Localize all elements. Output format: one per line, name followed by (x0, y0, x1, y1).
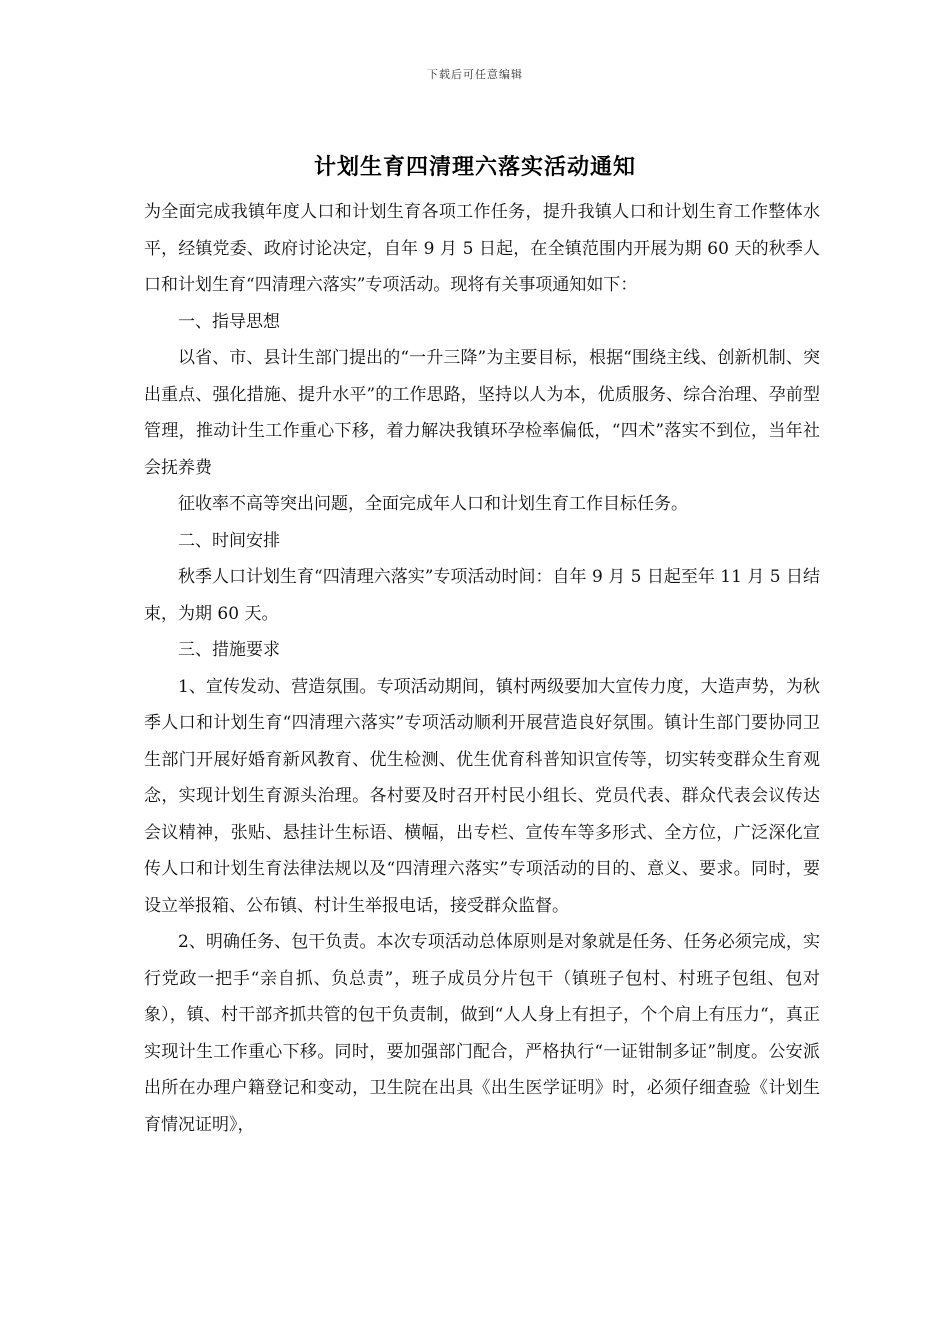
intro-paragraph: 为全面完成我镇年度人口和计划生育各项工作任务，提升我镇人口和计划生育工作整体水平，经镇党委、政府讨论决定，自年 9 月 5 日起，在全镇范围内开展为期 60 天的秋季人口和计划生育“四清理六落实”专项活动。现将有关事项通知如下： (144, 202, 820, 295)
measure-1-paragraph: 1、宣传发动、营造氛围。专项活动期间，镇村两级要加大宣传力度，大造声势，为秋季人口和计划生育“四清理六落实”专项活动顺利开展营造良好氛围。镇计生部门要协同卫生部门开展好婚育新风教育、优生检测、优生优育科普知识宣传等，切实转变群众生育观念，实现计划生育源头治理。各村要及时召开村民小组长、党员代表、群众代表会议传达会议精神，张贴、悬挂计生标语、横幅，出专栏、宣传车等多形式、全方位，广泛深化宣传人口和计划生育法律法规以及“四清理六落实”专项活动的目的、意义、要求。同时，要设立举报箱、公布镇、村计生举报电话，接受群众监督。 (144, 676, 820, 916)
guiding-thought-paragraph: 以省、市、县计生部门提出的“一升三降”为主要目标，根据“围绕主线、创新机制、突出重点、强化措施、提升水平”的工作思路，坚持以人为本，优质服务、综合治理、孕前型管理，推动计生工作重心下移，着力解决我镇环孕检率偏低，“四术”落实不到位，当年社会抚养费 (144, 348, 820, 478)
measure-2-paragraph: 2、明确任务、包干负责。本次专项活动总体原则是对象就是任务、任务必须完成，实行党政一把手“亲自抓、负总责”，班子成员分片包干（镇班子包村、村班子包组、包对象），镇、村干部齐抓共管的包干负责制，做到“人人身上有担子，个个肩上有压力“，真正实现计生工作重心下移。同时，要加强部门配合，严格执行“一证钳制多证”制度。公安派出所在办理户籍登记和变动，卫生院在出具《出生医学证明》时，必须仔细查验《计划生育情况证明》， (144, 932, 820, 1135)
section-heading-measures: 三、措施要求 (178, 640, 280, 660)
section-heading-guiding-thought: 一、指导思想 (178, 311, 280, 332)
document-body (144, 194, 820, 1143)
guiding-thought-continuation: 征收率不高等突出问题，全面完成年人口和计划生育工作目标任务。 (178, 494, 688, 514)
header-note: 下载后可任意编辑 (427, 68, 523, 81)
document-title: 计划生育四清理六落实活动通知 (313, 154, 636, 180)
schedule-paragraph: 秋季人口计划生育“四清理六落实”专项活动时间：自年 9 月 5 日起至年 11 月 5 日结束，为期 60 天。 (144, 567, 820, 624)
section-heading-schedule: 二、时间安排 (178, 530, 280, 551)
